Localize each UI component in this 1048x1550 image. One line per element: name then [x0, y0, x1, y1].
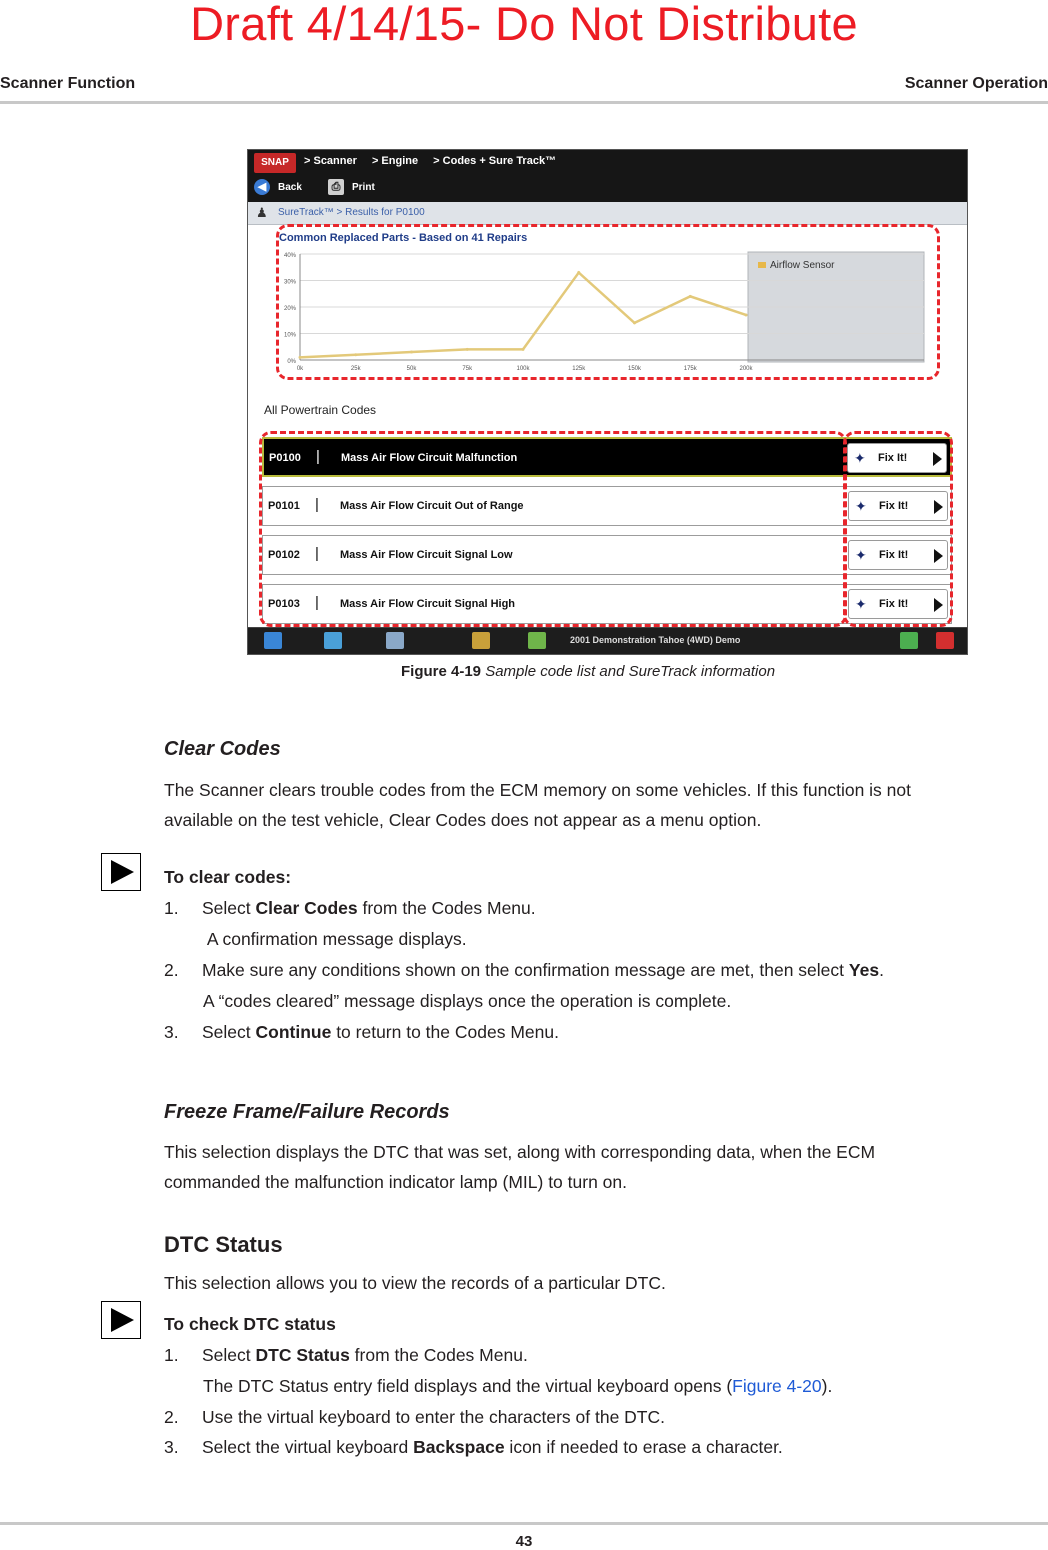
- freeze-frame-heading: Freeze Frame/Failure Records: [164, 1101, 450, 1123]
- dtc-status-step-1: [164, 1345, 528, 1366]
- freeze-frame-line2: commanded the malfunction indicator lamp (MIL) to turn on.: [164, 1172, 627, 1192]
- dtc-description: Mass Air Flow Circuit Out of Range: [340, 500, 524, 512]
- x-tick-label: 125k: [572, 366, 586, 372]
- step-text: to return to the Codes Menu.: [331, 1022, 559, 1042]
- y-tick-label: 20%: [283, 306, 296, 312]
- wrench-icon: ✦: [854, 450, 866, 466]
- figure-text: Sample code list and SureTrack information: [485, 663, 776, 680]
- snap-logo[interactable]: SNAP: [254, 153, 296, 173]
- step-bold: DTC Status: [255, 1345, 350, 1365]
- x-tick-label: 200k: [739, 366, 753, 372]
- x-tick-label: 100k: [516, 366, 530, 372]
- clear-codes-step-1: [164, 898, 536, 919]
- chart-title: Common Replaced Parts - Based on 41 Repairs: [279, 232, 528, 244]
- fix-it-label: Fix It!: [878, 452, 908, 464]
- step-bold: Yes: [848, 960, 880, 980]
- battery-icon: [900, 632, 918, 649]
- clear-codes-intro-line1: The Scanner clears trouble codes from the ECM memory on some vehicles. If this function is not: [164, 780, 911, 800]
- dtc-code: P0102: [268, 549, 300, 561]
- back-arrow-icon: ◀: [254, 179, 270, 195]
- breadcrumb: [304, 155, 568, 167]
- step-text: Use the virtual keyboard to enter the characters of the DTC.: [202, 1407, 665, 1427]
- vehicle-icon[interactable]: [472, 632, 490, 649]
- x-tick-label: 175k: [683, 366, 697, 372]
- back-button-label: Back: [278, 181, 302, 193]
- figure-4-20-link[interactable]: Figure 4-20: [732, 1376, 822, 1396]
- clear-codes-step-2: [164, 960, 884, 981]
- clear-codes-intro: [164, 775, 1048, 835]
- app-bottom-bar: [248, 627, 967, 654]
- print-button[interactable]: [328, 179, 375, 195]
- procedure-arrow-icon: [101, 1301, 141, 1339]
- mail-icon[interactable]: [324, 632, 342, 649]
- exit-icon[interactable]: [936, 632, 954, 649]
- back-button[interactable]: [254, 179, 302, 195]
- footer-rule: [0, 1522, 1048, 1525]
- wrench-icon: ✦: [855, 547, 867, 563]
- dtc-description: Mass Air Flow Circuit Signal Low: [340, 549, 513, 561]
- home-icon[interactable]: [264, 632, 282, 649]
- dtc-code: P0103: [268, 598, 300, 610]
- figure-caption: [401, 663, 775, 680]
- dtc-status-intro: This selection allows you to view the records of a particular DTC.: [164, 1273, 666, 1293]
- clear-codes-step-3: [164, 1022, 559, 1043]
- wrench-icon: ✦: [855, 498, 867, 514]
- y-tick-label: 30%: [283, 279, 296, 286]
- step-text: .: [879, 960, 884, 980]
- code-separator: |: [315, 594, 319, 611]
- clear-codes-intro-line2: available on the test vehicle, Clear Codes does not appear as a menu option.: [164, 810, 762, 830]
- freeze-frame-text: [164, 1137, 1048, 1197]
- y-tick-label: 10%: [283, 332, 296, 339]
- note-text: ).: [821, 1376, 833, 1396]
- step-number: 1.: [164, 898, 179, 918]
- vehicle-status-text: 2001 Demonstration Tahoe (4WD) Demo: [570, 635, 741, 645]
- code-separator: |: [315, 545, 319, 562]
- draft-watermark: Draft 4/14/15- Do Not Distribute: [190, 0, 858, 50]
- legend-label: Airflow Sensor: [770, 260, 835, 271]
- step-text: from the Codes Menu.: [349, 1345, 528, 1365]
- step-text: from the Codes Menu.: [357, 898, 536, 918]
- header-chapter-title: Scanner Operation: [904, 75, 1048, 92]
- list-icon[interactable]: [386, 632, 404, 649]
- step-number: 3.: [164, 1022, 179, 1042]
- y-tick-label: 40%: [283, 253, 296, 259]
- app-top-bar: [248, 150, 967, 202]
- header-rule: [0, 101, 1048, 104]
- fix-it-label: Fix It!: [879, 549, 909, 561]
- step-number: 1.: [164, 1345, 179, 1365]
- code-separator: |: [315, 496, 319, 513]
- figure-screenshot: [247, 149, 968, 655]
- clear-codes-step-1-note: A confirmation message displays.: [203, 929, 467, 949]
- page-number: 43: [515, 1533, 533, 1550]
- code-separator: |: [316, 448, 320, 465]
- step-bold: Backspace: [413, 1437, 505, 1457]
- step-bold: Continue: [255, 1022, 332, 1042]
- step-number: 2.: [164, 960, 179, 980]
- all-powertrain-codes-label: All Powertrain Codes: [264, 403, 377, 417]
- dtc-code: P0101: [268, 500, 300, 512]
- dtc-description: Mass Air Flow Circuit Malfunction: [341, 452, 518, 464]
- step-text: Select: [202, 898, 256, 918]
- step-number: 2.: [164, 1407, 179, 1427]
- suretrack-breadcrumb[interactable]: SureTrack™ > Results for P0100: [278, 207, 425, 218]
- fix-it-label: Fix It!: [879, 500, 909, 512]
- step-text: Select the virtual keyboard: [202, 1437, 414, 1457]
- dtc-status-step-2: [164, 1407, 665, 1428]
- breadcrumb-engine[interactable]: > Engine: [371, 155, 419, 167]
- figure-label: Figure 4-19: [401, 663, 482, 680]
- fix-it-label: Fix It!: [879, 598, 909, 610]
- x-tick-label: 0k: [296, 366, 304, 372]
- x-tick-label: 75k: [462, 366, 473, 372]
- step-number: 3.: [164, 1437, 179, 1457]
- y-tick-label: 0%: [287, 359, 296, 365]
- step-text: Select: [202, 1345, 256, 1365]
- dtc-status-step-3: [164, 1437, 783, 1458]
- fixit-callout-outline: [843, 431, 953, 627]
- procedure-arrow-icon: [101, 853, 141, 891]
- step-bold: Clear Codes: [255, 898, 358, 918]
- note-text: The DTC Status entry field displays and the virtual keyboard opens (: [203, 1376, 733, 1396]
- clear-codes-heading: Clear Codes: [164, 738, 281, 760]
- data-icon[interactable]: [528, 632, 546, 649]
- x-tick-label: 25k: [350, 366, 361, 372]
- dtc-description: Mass Air Flow Circuit Signal High: [340, 598, 516, 610]
- dtc-status-step-1-note: [203, 1376, 832, 1397]
- suretrack-subbar: [248, 202, 967, 225]
- print-button-label: Print: [352, 181, 375, 193]
- technician-icon: ♟: [256, 205, 268, 220]
- clear-codes-procedure-title: To clear codes:: [164, 867, 292, 887]
- header-section-title: Scanner Function: [0, 75, 136, 92]
- step-text: Make sure any conditions shown on the confirmation message are met, then select: [202, 960, 849, 980]
- clear-codes-step-2-note: A “codes cleared” message displays once the operation is complete.: [203, 991, 732, 1011]
- dtc-status-procedure-title: To check DTC status: [164, 1314, 336, 1334]
- step-text: Select: [202, 1022, 256, 1042]
- dtc-code: P0100: [269, 452, 301, 464]
- codes-callout-outline: [259, 431, 847, 627]
- printer-icon: ⎙: [328, 179, 344, 195]
- chart-callout-outline: [276, 224, 940, 380]
- dtc-status-heading: DTC Status: [164, 1232, 283, 1257]
- step-text: icon if needed to erase a character.: [504, 1437, 783, 1457]
- x-tick-label: 50k: [406, 366, 417, 372]
- wrench-icon: ✦: [855, 596, 867, 612]
- x-tick-label: 150k: [627, 366, 642, 372]
- breadcrumb-codes-suretrack[interactable]: > Codes + Sure Track™: [433, 155, 557, 167]
- freeze-frame-line1: This selection displays the DTC that was set, along with corresponding data, when the ECM: [164, 1142, 876, 1162]
- breadcrumb-scanner[interactable]: > Scanner: [304, 155, 357, 167]
